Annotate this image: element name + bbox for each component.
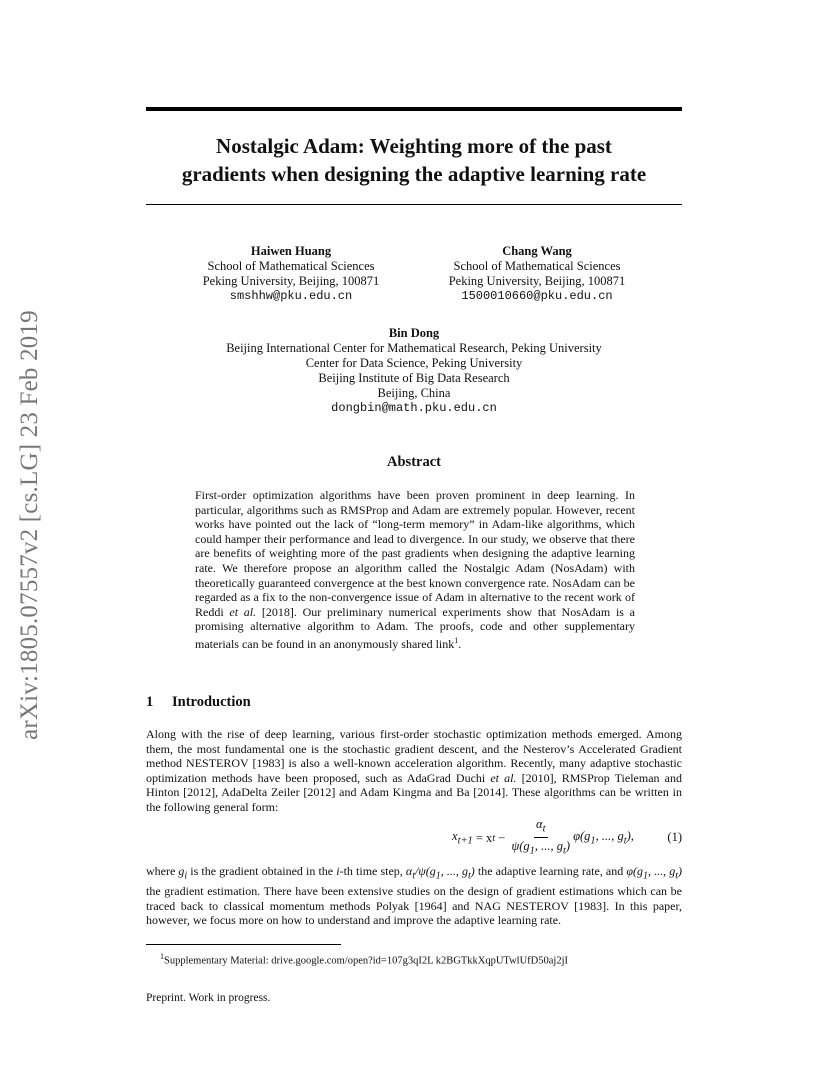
paper-title [146, 132, 682, 188]
p2-phi-end: ) [678, 864, 683, 878]
eq-lhs-sub: t+1 [457, 835, 473, 847]
p2-lr-end: ) [470, 864, 475, 878]
author-name: Haiwen Huang [250, 244, 332, 258]
footnote-mark: 1 [160, 952, 164, 961]
preprint-notice: Preprint. Work in progress. [146, 992, 271, 1004]
eq-tail-end: ), [626, 829, 634, 844]
author-affiliation-1: Beijing International Center for Mathematical Research, Peking University [226, 341, 602, 355]
p2-w3: -th time step, [339, 864, 406, 878]
p2-lr-sub: t [412, 870, 415, 882]
abstract-text-c: . [458, 636, 462, 651]
p2-w5: the gradient estimation. There have been extensive studies on the design of gradient estimations which can be traced back to classical momentum methods Polyak [1964] and NAG NESTEROV [1983]. In this paper, however, we focus more on how to understand and improve the adaptive learning rate. [146, 883, 682, 928]
abstract-text [195, 488, 635, 652]
p2-phi-s2: t [675, 870, 679, 882]
p2-lr-s1: 1 [435, 870, 441, 882]
footnote-marker: 1 [454, 635, 459, 645]
intro-paragraph-1 [146, 727, 682, 815]
section-title: Introduction [172, 694, 251, 710]
eq-den-end: ) [565, 838, 571, 853]
author-name: Chang Wang [502, 244, 572, 258]
title-top-rule [146, 107, 682, 111]
eq-tail-sub2: t [623, 835, 627, 847]
author-block-3 [146, 326, 682, 416]
p2-lr [405, 864, 475, 882]
p2-lr-a: α [405, 864, 413, 878]
author-block-1 [186, 244, 396, 304]
eq-fraction [511, 817, 570, 859]
author-dept: School of Mathematical Sciences [207, 259, 375, 273]
p2-gi: i [184, 870, 188, 882]
footnote-text: Supplementary Material: drive.google.com/open?id=107g3qI2L k2BGTkkXqpUTwlUfD50aj2jI [164, 955, 569, 967]
p2-lr-s2: t [468, 870, 471, 882]
p2-phi [626, 864, 683, 882]
p2-phi-s1: 1 [643, 870, 649, 882]
author-affiliation-3: Beijing Institute of Big Data Research [318, 371, 510, 385]
author-email: smshhw@pku.edu.cn [229, 289, 353, 303]
paper-title-line-2: gradients when designing the adaptive learning rate [181, 162, 647, 186]
p2-lr-mid: /ψ(g [415, 864, 436, 878]
equation-body [452, 818, 634, 858]
p2-phi-a: φ(g [626, 864, 644, 878]
section-heading [146, 694, 251, 711]
eq-numerator [534, 817, 547, 838]
eq-xt-sub: t [492, 832, 496, 844]
paper-title-line-1: Nostalgic Adam: Weighting more of the past [216, 134, 612, 158]
eq-denominator [511, 838, 570, 860]
eq-alpha-sub: t [542, 823, 546, 835]
p2-w2: is the gradient obtained in the [187, 864, 337, 878]
p2-lr-dots: , ..., g [440, 864, 469, 878]
eq-lhs [452, 829, 473, 847]
section-number: 1 [146, 694, 154, 710]
abstract-text-a: First-order optimization algorithms have been proven prominent in deep learning. In particular, algorithms such as RMSProp and Adam are extremely popular. However, recent works have pointed out the lack of “long-term memory” in Adam-like algorithms, which could hamper their performance and lead to divergence. In our study, we observe that there are benefits of weighting more of the past gradients when designing the adaptive learning rate. We therefore propose an algorithm called the Nostalgic Adam (NosAdam) with theoretically guaranteed convergence at the best known convergence rate. NosAdam can be regarded as a fix to the non-convergence issue of Adam in alternative to the recent work of Reddi [195, 488, 635, 619]
abstract-heading: Abstract [387, 454, 441, 470]
eq-equals [472, 830, 496, 846]
eq-tail [573, 829, 634, 847]
eq-den-a: ψ(g [511, 838, 530, 853]
author-email: dongbin@math.pku.edu.cn [331, 401, 497, 415]
arxiv-stamp [16, 290, 43, 760]
eq-equals-text: = x [472, 830, 493, 845]
intro-p1-text-b: [2010], RMSProp Tieleman and Hinton [2012], AdaDelta Zeiler [2012] and Adam Kingma and Ba [2014]. These algorithms can be written in the following general form: [146, 770, 682, 814]
author-institution: Peking University, Beijing, 100871 [202, 274, 380, 288]
eq-den-sub2: t [562, 845, 566, 856]
title-bottom-rule [146, 204, 682, 205]
author-dept: School of Mathematical Sciences [453, 259, 621, 273]
author-affiliation-4: Beijing, China [377, 386, 451, 400]
author-institution: Peking University, Beijing, 100871 [448, 274, 626, 288]
eq-lhs-var: x [452, 829, 458, 844]
abstract-etal: et al. [229, 604, 257, 619]
eq-tail-mid: , ..., g [595, 829, 624, 844]
eq-den-sub1: 1 [529, 845, 535, 856]
eq-den-mid: , ..., g [534, 838, 563, 853]
footnote [160, 950, 568, 968]
intro-paragraph-2 [146, 864, 682, 928]
author-email: 1500010660@pku.edu.cn [461, 289, 613, 303]
p2-i: i [336, 864, 340, 878]
intro-p1-text-a: Along with the rise of deep learning, various first-order stochastic optimization methods emerged. Among them, the most fundamental one is the stochastic gradient descent, and the Nesterov’s Accelerated Gradient method NESTEROV [1983] is also a well-known acceleration algorithm. Recently, many adaptive stochastic optimization methods have been proposed, such as AdaGrad Duchi [146, 727, 682, 785]
author-block-2 [432, 244, 642, 304]
author-name: Bin Dong [388, 326, 440, 340]
equation-1 [146, 818, 682, 858]
eq-alpha: α [536, 817, 543, 831]
footnote-rule [146, 944, 341, 945]
equation-number: (1) [667, 830, 682, 844]
eq-minus: − [495, 830, 509, 845]
p2-w1: where [146, 864, 179, 878]
p2-g: g [178, 864, 185, 878]
eq-tail-sub1: 1 [590, 835, 596, 847]
author-affiliation-2: Center for Data Science, Peking University [305, 356, 523, 370]
p2-phi-dots: , ..., g [648, 864, 676, 878]
abstract-text-b: [2018]. Our preliminary numerical experiments show that NosAdam is a promising alternative algorithm to Adam. The proofs, code and other supplementary materials can be found in an anonymously shared link [195, 604, 635, 651]
intro-p1-etal: et al. [490, 770, 517, 785]
eq-tail-a: φ(g [573, 829, 591, 844]
p2-w4: the adaptive learning rate, and [474, 864, 627, 878]
arxiv-stamp-text: arXiv:1805.07557v2 [cs.LG] 23 Feb 2019 [16, 310, 43, 740]
